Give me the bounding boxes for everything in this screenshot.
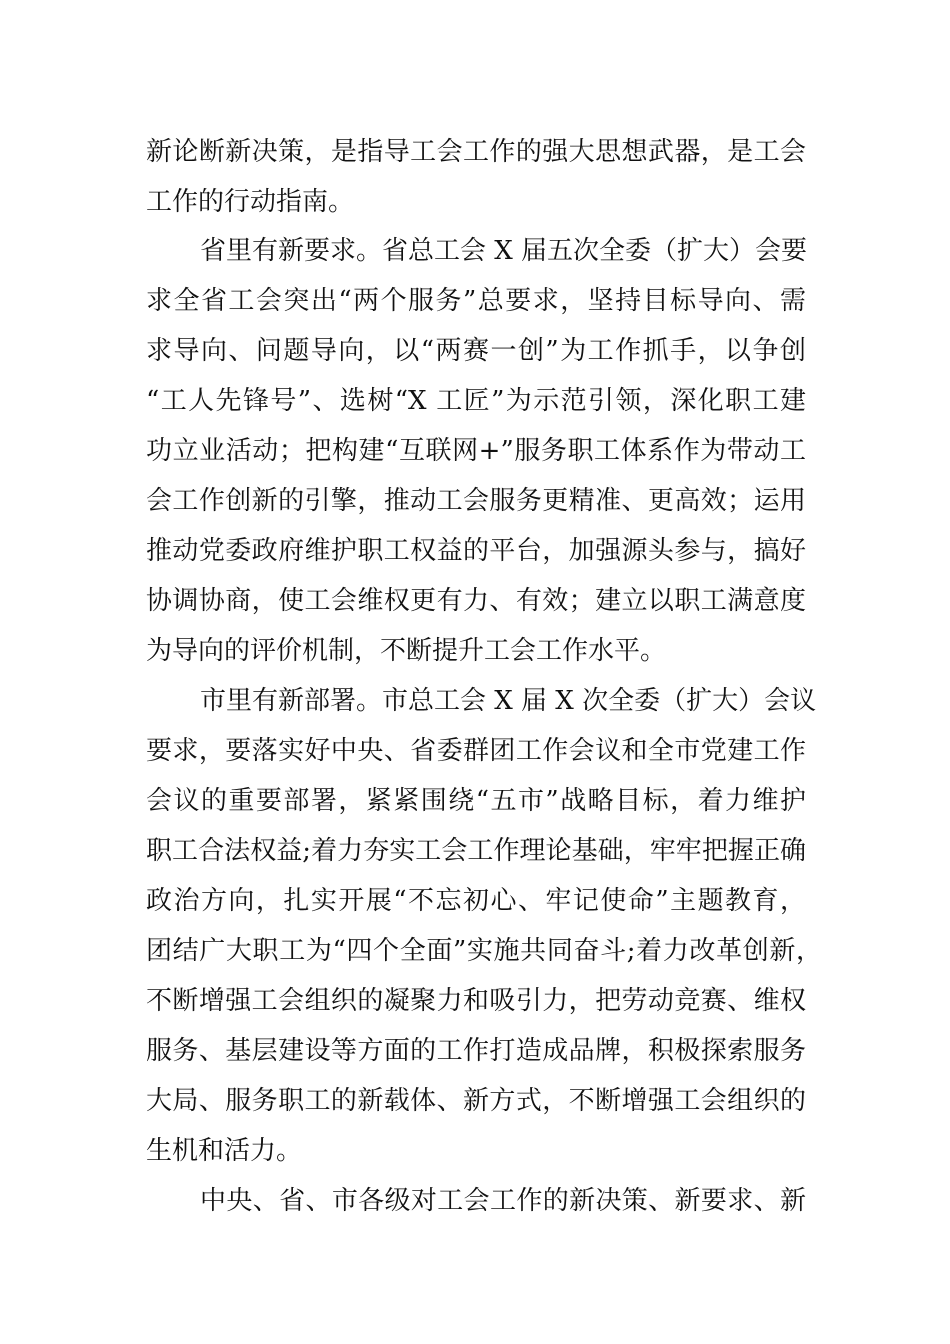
text-line: 职工合法权益;着力夯实工会工作理论基础，牢牢把握正确 <box>146 836 806 866</box>
text-line: 不断增强工会组织的凝聚力和吸引力，把劳动竞赛、维权 <box>146 986 806 1016</box>
text-line: 会工作创新的引擎，推动工会服务更精准、更高效；运用 <box>146 486 806 516</box>
text-line: 求导向、问题导向，以“两赛一创”为工作抓手，以争创 <box>146 336 806 366</box>
text-line: “工人先锋号”、选树“X 工匠”为示范引领，深化职工建 <box>146 386 806 416</box>
text-line: 工作的行动指南。 <box>146 187 355 217</box>
paragraph-start-line: 中央、省、市各级对工会工作的新决策、新要求、新 <box>200 1186 806 1216</box>
text-line: 新论断新决策，是指导工会工作的强大思想武器，是工会 <box>146 137 806 167</box>
text-line: 政治方向，扎实开展“不忘初心、牢记使命”主题教育， <box>146 886 806 916</box>
text-line: 大局、服务职工的新载体、新方式，不断增强工会组织的 <box>146 1086 806 1116</box>
text-line: 为导向的评价机制，不断提升工会工作水平。 <box>146 636 667 666</box>
text-line: 求全省工会突出“两个服务”总要求，坚持目标导向、需 <box>146 286 806 316</box>
paragraph-start-line: 省里有新要求。省总工会 X 届五次全委（扩大）会要 <box>200 236 808 266</box>
text-line: 推动党委政府维护职工权益的平台，加强源头参与，搞好 <box>146 536 806 566</box>
text-line: 功立业活动；把构建“互联网+”服务职工体系作为带动工 <box>146 436 806 466</box>
text-line: 协调协商，使工会维权更有力、有效；建立以职工满意度 <box>146 586 806 616</box>
text-line: 团结广大职工为“四个全面”实施共同奋斗;着力改革创新， <box>146 936 822 966</box>
paragraph-start-line: 市里有新部署。市总工会 X 届 X 次全委（扩大）会议 <box>200 686 817 716</box>
text-line: 会议的重要部署，紧紧围绕“五市”战略目标，着力维护 <box>146 786 806 816</box>
text-line: 要求，要落实好中央、省委群团工作会议和全市党建工作 <box>146 736 806 766</box>
text-line: 服务、基层建设等方面的工作打造成品牌，积极探索服务 <box>146 1036 806 1066</box>
text-line: 生机和活力。 <box>146 1136 303 1166</box>
